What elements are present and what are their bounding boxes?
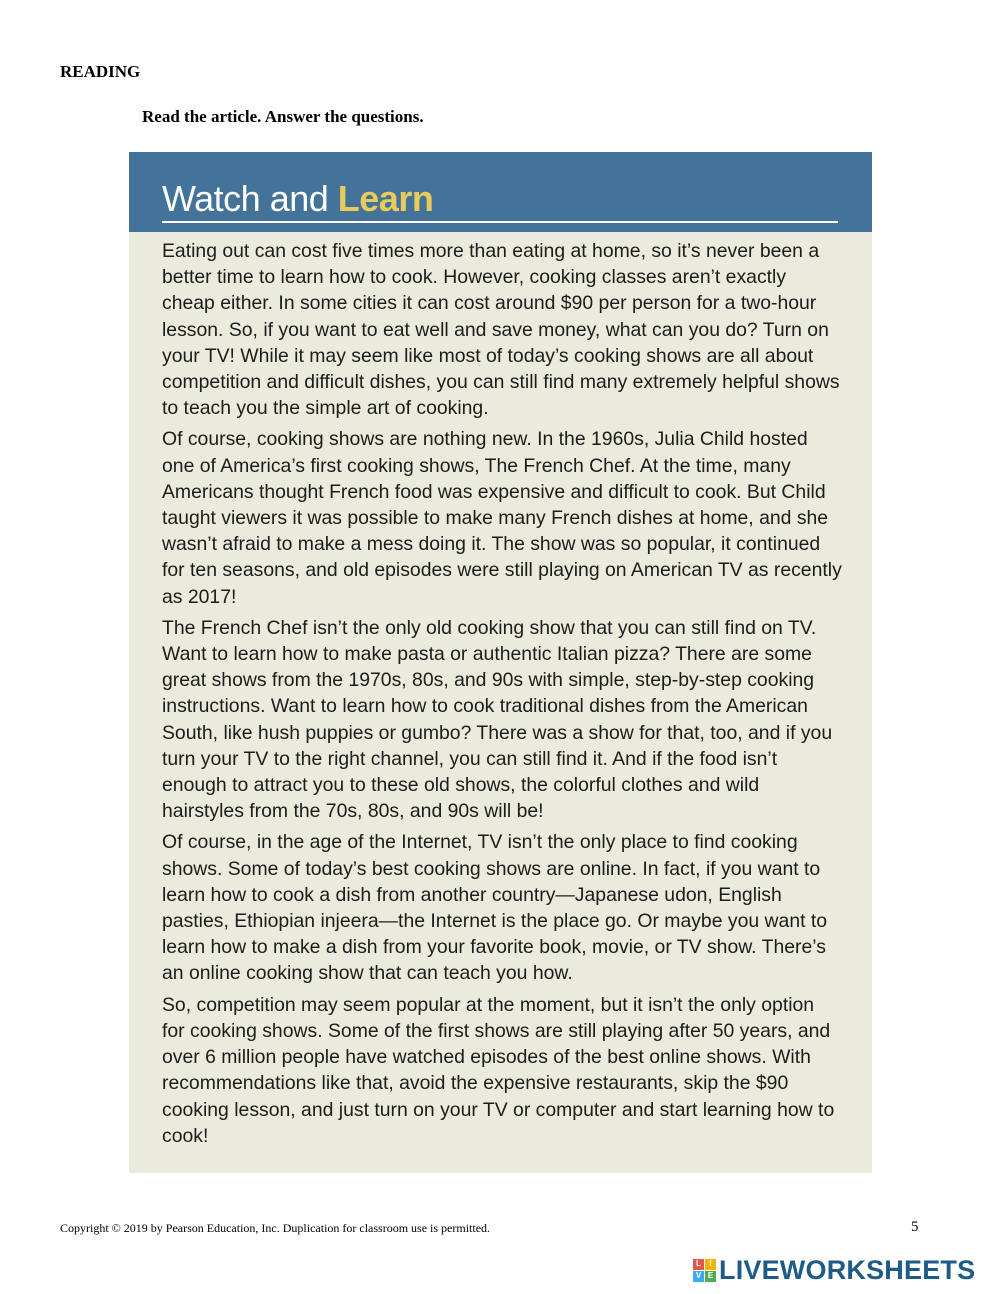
article-body — [162, 238, 842, 1154]
article-paragraph: The French Chef isn’t the only old cooking show that you can still find on TV. Want to learn how to make pasta or authentic Italian pizza? There are some great shows from the 1970s, 80s, and 90s with simple, step-by-step cooking instructions. Want to learn how to cook traditional dishes from the American South, like hush puppies or gumbo? There was a show for that, too, and if you turn your TV to the right channel, you can still find it. And if the food isn’t enough to attract you to these old shows, the colorful clothes and wild hairstyles from the 70s, 80s, and 90s will be! — [162, 616, 833, 823]
title-underline — [162, 221, 838, 223]
instructions: Read the article. Answer the questions. — [142, 107, 424, 126]
liveworksheets-logo[interactable] — [693, 1255, 975, 1285]
logo-tile: V — [693, 1271, 704, 1282]
page-number: 5 — [911, 1219, 919, 1235]
copyright-notice: Copyright © 2019 by Pearson Education, Inc. Duplication for classroom use is permitted. — [60, 1221, 491, 1235]
logo-tile: I — [705, 1259, 716, 1270]
article-title-accent: Learn — [337, 178, 434, 219]
article-paragraph: Eating out can cost five times more than eating at home, so it’s never been a better time to learn how to cook. However, cooking classes aren’t exactly cheap either. In some cities it can cost around $90 per person for a two-hour lesson. So, if you want to eat well and save money, what can you do? Turn on your TV! While it may seem like most of today’s cooking shows are all about competition and difficult dishes, you can still find many extremely helpful shows to teach you the simple art of cooking. — [162, 240, 840, 420]
logo-tile: L — [693, 1259, 704, 1270]
section-heading: READING — [60, 62, 141, 81]
article-title — [162, 179, 433, 219]
logo-tile: E — [705, 1271, 716, 1282]
brand-name: LIVEWORKSHEETS — [719, 1254, 976, 1285]
article-paragraph: So, competition may seem popular at the moment, but it isn’t the only option for cooking shows. Some of the first shows are still playing after 50 years, and over 6 million people have watched episodes of the best online shows. With recommendations like that, avoid the expensive restaurants, skip the $90 cooking lesson, and just turn on your TV or computer and start learning how to cook! — [162, 993, 835, 1147]
article-panel — [129, 152, 872, 1173]
article-header — [129, 152, 872, 232]
article-title-main: Watch and — [162, 178, 329, 219]
brand-logo-icon — [693, 1259, 716, 1282]
article-paragraph: Of course, in the age of the Internet, TV isn’t the only place to find cooking shows. Some of today’s best cooking shows are online. In fact, if you want to learn how to cook a dish from another country—Japanese udon, English pasties, Ethiopian injeera—the Internet is the place go. Or maybe you want to learn how to make a dish from your favorite book, movie, or TV show. There’s an online cooking show that can teach you how. — [162, 831, 828, 985]
article-paragraph: Of course, cooking shows are nothing new. In the 1960s, Julia Child hosted one of America’s first cooking shows, The French Chef. At the time, many Americans thought French food was expensive and difficult to cook. But Child taught viewers it was possible to make many French dishes at home, and she wasn’t afraid to make a mess doing it. The show was so popular, it continued for ten seasons, and old episodes were still playing on American TV as recently as 2017! — [162, 428, 842, 608]
